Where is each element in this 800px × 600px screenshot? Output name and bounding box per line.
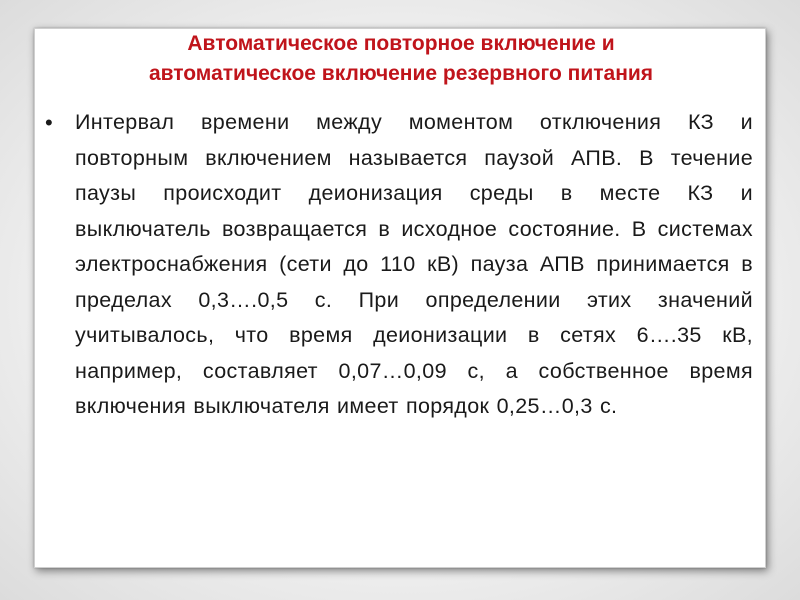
bullet-list (35, 105, 767, 425)
bullet-item (35, 105, 767, 425)
slide-title (35, 29, 767, 89)
bullet-text: Интервал времени между моментом отключения КЗ и повторным включением называется паузой АПВ. В течение паузы происходит деионизация среды в месте КЗ и выключатель возвращается в исходное состояние. В системах электроснабжения (сети до 110 кВ) пауза АПВ принимается в пределах 0,3….0,5 с. При определении этих значений учитывалось, что время деионизации в сетях 6….35 кВ, например, составляет 0,07…0,09 с, а собственное время включения выключателя имеет порядок 0,25…0,3 с. (75, 110, 753, 418)
title-line-1: Автоматическое повторное включение и (187, 32, 615, 55)
slide (34, 28, 766, 568)
title-line-2: автоматическое включение резервного питания (148, 62, 654, 85)
bullet-icon: • (45, 110, 53, 135)
